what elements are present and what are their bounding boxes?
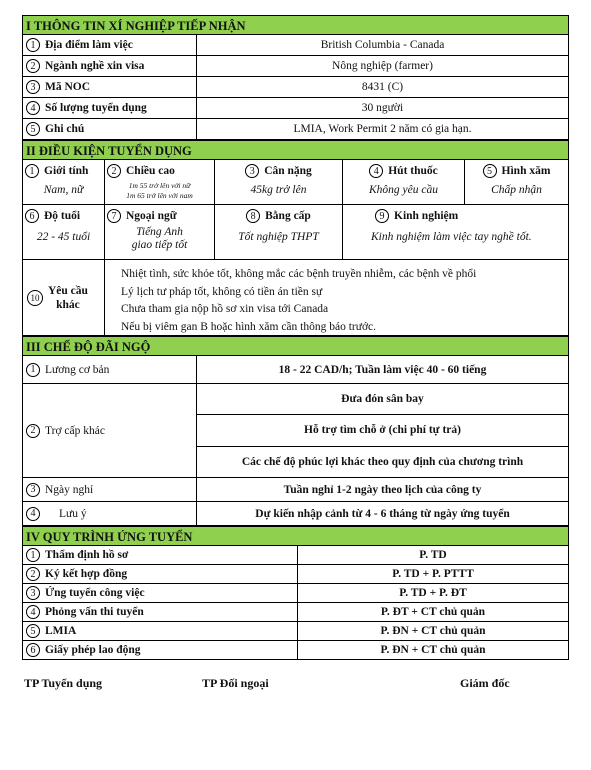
info-row (22, 98, 569, 119)
process-row: 3 Ứng tuyển công việc P. TD + P. ĐT (22, 584, 569, 603)
condition-row (22, 205, 569, 260)
condition-weight: 3 Cân nặng 45kg trở lên (215, 160, 343, 204)
condition-language: 7 Ngoại ngữ Tiếng Anh giao tiếp tốt (105, 205, 215, 259)
number-badge: 3 (26, 80, 40, 94)
info-label: Địa điểm làm việc (45, 39, 133, 51)
number-badge: 5 (26, 122, 40, 136)
info-value: British Columbia - Canada (320, 39, 445, 51)
process-row: 2 Ký kết hợp đồng P. TD + P. PTTT (22, 565, 569, 584)
info-row (22, 56, 569, 77)
info-value: Nông nghiệp (farmer) (332, 60, 433, 72)
info-row (22, 77, 569, 98)
signature-recruitment: TP Tuyển dụng (24, 676, 103, 690)
salary-value: 18 - 22 CAD/h; Tuần làm việc 40 - 60 tiếng (278, 363, 487, 376)
benefit-row: 3 Ngày nghỉ Tuần nghỉ 1-2 ngày theo lịch của công ty (22, 478, 569, 502)
condition-other-list (105, 260, 568, 335)
info-value: LMIA, Work Permit 2 năm có gia hạn. (293, 123, 472, 135)
condition-age: 6 Độ tuổi 22 - 45 tuổi (23, 205, 105, 259)
info-row (22, 119, 569, 140)
condition-row (22, 160, 569, 205)
info-value: 8431 (C) (361, 81, 404, 93)
condition-tattoo: 5 Hình xăm Chấp nhận (465, 160, 568, 204)
number-badge: 4 (26, 101, 40, 115)
process-row: 4 Phỏng vấn thi tuyển P. ĐT + CT chủ quản (22, 603, 569, 622)
section-3-header: III CHẾ ĐỘ ĐÃI NGỘ (22, 336, 569, 356)
benefit-row: 1 Lương cơ bản 18 - 22 CAD/h; Tuần làm việc 40 - 60 tiếng (22, 356, 569, 384)
recruitment-sheet (22, 16, 569, 660)
condition-gender: 1 Giới tính Nam, nữ (23, 160, 105, 204)
list-item: Hỗ trợ tìm chỗ ở (chi phí tự trả) (197, 415, 568, 446)
info-value: 30 người (361, 102, 404, 114)
benefit-row: 2 Trợ cấp khác Đưa đón sân bay Hỗ trợ tìm chỗ ở (chi phí tự trả) Các chế độ phúc lợi khác theo quy định của chương trình (22, 384, 569, 478)
process-row: 6 Giấy phép lao động P. ĐN + CT chủ quản (22, 641, 569, 660)
signature-director: Giám đốc (460, 676, 510, 690)
condition-row-other (22, 260, 569, 336)
list-item: Lý lịch tư pháp tốt, không có tiền án tiền sự (121, 285, 323, 298)
info-label: Ngành nghề xin visa (45, 60, 145, 72)
list-item: Đưa đón sân bay (197, 384, 568, 415)
condition-degree: 8 Bằng cấp Tốt nghiệp THPT (215, 205, 343, 259)
number-badge: 1 (26, 38, 40, 52)
info-label: Số lượng tuyển dụng (45, 102, 147, 114)
list-item: Nhiệt tình, sức khỏe tốt, không mắc các bệnh truyền nhiễm, các bệnh về phổi (121, 268, 477, 280)
list-item: Chưa tham gia nộp hồ sơ xin visa tới Canada (121, 303, 329, 315)
number-badge: 2 (26, 59, 40, 73)
condition-experience: 9 Kinh nghiệm Kinh nghiệm làm việc tay nghề tốt. (371, 210, 532, 243)
list-item: Nếu bị viêm gan B hoặc hình xăm cần thông báo trước. (121, 320, 377, 333)
section-2-header: II ĐIỀU KIỆN TUYỂN DỤNG (22, 140, 569, 160)
allowance-list (197, 384, 568, 477)
condition-smoking: 4 Hút thuốc Không yêu cầu (343, 160, 465, 204)
info-label: Ghi chú (45, 123, 85, 135)
info-label: Mã NOC (45, 81, 91, 93)
process-row: 1 Thẩm định hồ sơ P. TD (22, 546, 569, 565)
list-item: Các chế độ phúc lợi khác theo quy định của chương trình (241, 455, 524, 468)
signature-foreign-affairs: TP Đối ngoại (202, 676, 269, 690)
condition-other-label: 10 Yêu cầu khác (23, 260, 105, 335)
condition-height: 2 Chiều cao 1m 55 trở lên với nữ 1m 65 trở lên với nam (105, 160, 215, 204)
process-row: 5 LMIA P. ĐN + CT chủ quản (22, 622, 569, 641)
info-row (22, 35, 569, 56)
section-1-header: I THÔNG TIN XÍ NGHIỆP TIẾP NHẬN (22, 15, 569, 35)
section-4-header: IV QUY TRÌNH ỨNG TUYỂN (22, 526, 569, 546)
benefit-row: 4 Lưu ý Dự kiến nhập cảnh từ 4 - 6 tháng từ ngày ứng tuyển (22, 502, 569, 526)
